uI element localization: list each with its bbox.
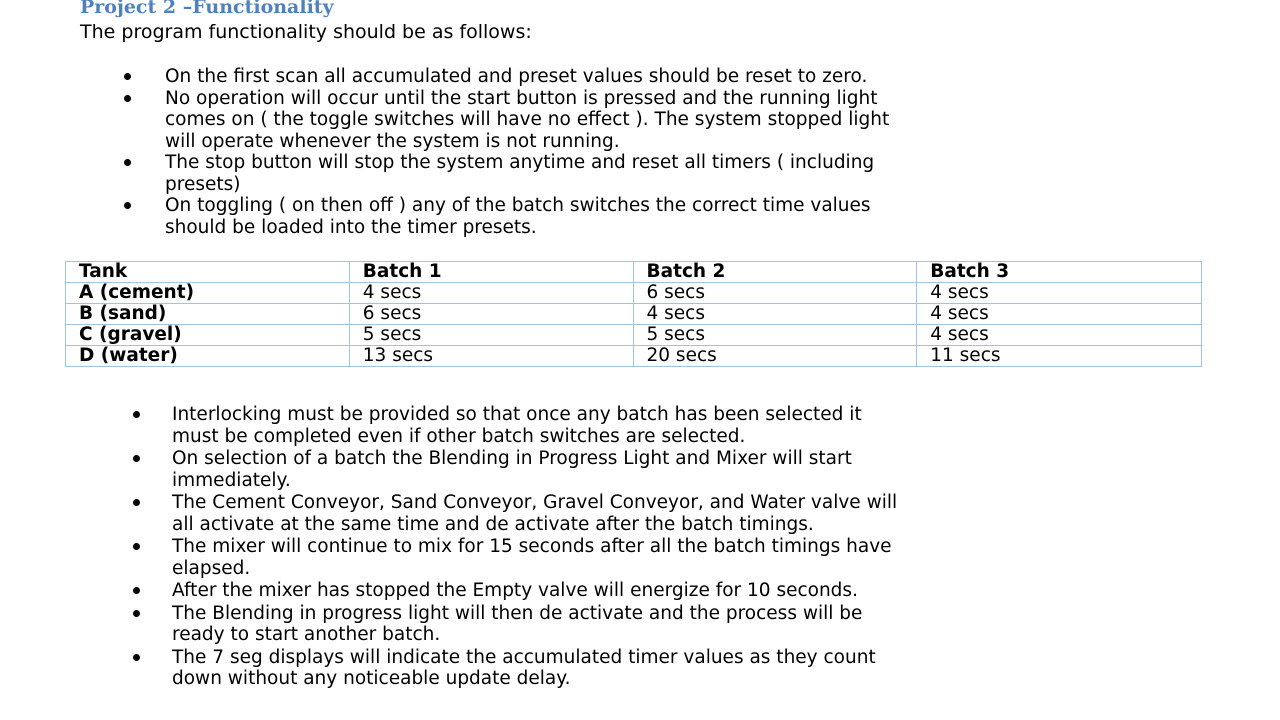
list-item-text: On toggling ( on then off ) any of the batch switches the correct time values should be loaded into the timer presets. xyxy=(165,195,871,238)
table-cell: 4 secs xyxy=(917,283,1202,304)
requirements-list-top xyxy=(165,66,889,238)
list-item-text: The Cement Conveyor, Sand Conveyor, Gravel Conveyor, and Water valve will all activate at the same time and de activate after the batch timings. xyxy=(172,492,898,535)
section-heading: Project 2 –Functionality xyxy=(80,0,334,18)
list-item xyxy=(172,647,897,690)
list-item xyxy=(165,88,889,153)
tank-cell: B (sand) xyxy=(66,304,350,325)
list-item xyxy=(165,152,889,195)
tank-cell: D (water) xyxy=(66,346,350,367)
table-cell: 6 secs xyxy=(633,283,917,304)
list-item-text: No operation will occur until the start button is pressed and the running light comes on ( the toggle switches will have no effect ). The system stopped light will operate whenever the system is not running. xyxy=(165,87,890,152)
bullet-icon xyxy=(124,95,131,102)
list-item xyxy=(172,448,897,491)
table-cell: 11 secs xyxy=(917,346,1202,367)
bullet-icon xyxy=(133,499,140,506)
tank-cell: A (cement) xyxy=(66,283,350,304)
table-row xyxy=(66,283,1202,304)
list-item xyxy=(172,404,897,447)
batch-timing-table xyxy=(65,261,1202,367)
table-cell: 4 secs xyxy=(917,325,1202,346)
header-cell: Tank xyxy=(66,262,350,283)
table-cell: 4 secs xyxy=(633,304,917,325)
list-item xyxy=(172,536,897,579)
list-item-text: Interlocking must be provided so that once any batch has been selected it must be completed even if other batch switches are selected. xyxy=(172,404,862,447)
bullet-icon xyxy=(133,455,140,462)
table-cell: 20 secs xyxy=(633,346,917,367)
table-cell: 13 secs xyxy=(349,346,633,367)
table-cell: 5 secs xyxy=(633,325,917,346)
bullet-icon xyxy=(124,73,131,80)
list-item xyxy=(165,195,889,238)
list-item-text: After the mixer has stopped the Empty valve will energize for 10 seconds. xyxy=(172,580,858,601)
list-item xyxy=(172,603,897,646)
list-item-text: On the first scan all accumulated and preset values should be reset to zero. xyxy=(165,66,868,87)
bullet-icon xyxy=(133,411,140,418)
table-row xyxy=(66,325,1202,346)
table-cell: 4 secs xyxy=(917,304,1202,325)
table-cell: 5 secs xyxy=(349,325,633,346)
header-cell: Batch 3 xyxy=(917,262,1202,283)
bullet-icon xyxy=(133,587,140,594)
bullet-icon xyxy=(133,654,140,661)
table-cell: 6 secs xyxy=(349,304,633,325)
list-item-text: The stop button will stop the system anytime and reset all timers ( including presets) xyxy=(165,152,875,195)
bullet-icon xyxy=(133,610,140,617)
list-item-text: The Blending in progress light will then de activate and the process will be ready to start another batch. xyxy=(172,602,863,645)
table-row xyxy=(66,346,1202,367)
list-item xyxy=(172,580,897,602)
list-item xyxy=(172,492,897,535)
bullet-icon xyxy=(124,159,131,166)
list-item-text: The mixer will continue to mix for 15 seconds after all the batch timings have elapsed. xyxy=(172,536,892,579)
table-row xyxy=(66,304,1202,325)
bullet-icon xyxy=(133,543,140,550)
table-header-row xyxy=(66,262,1202,283)
bullet-icon xyxy=(124,202,131,209)
header-cell: Batch 1 xyxy=(349,262,633,283)
list-item-text: On selection of a batch the Blending in Progress Light and Mixer will start immediately. xyxy=(172,448,852,491)
list-item-text: The 7 seg displays will indicate the accumulated timer values as they count down without any noticeable update delay. xyxy=(172,646,876,689)
header-cell: Batch 2 xyxy=(633,262,917,283)
intro-text: The program functionality should be as follows: xyxy=(80,21,532,43)
tank-cell: C (gravel) xyxy=(66,325,350,346)
table-cell: 4 secs xyxy=(349,283,633,304)
requirements-list-bottom xyxy=(172,404,897,691)
list-item xyxy=(165,66,889,88)
